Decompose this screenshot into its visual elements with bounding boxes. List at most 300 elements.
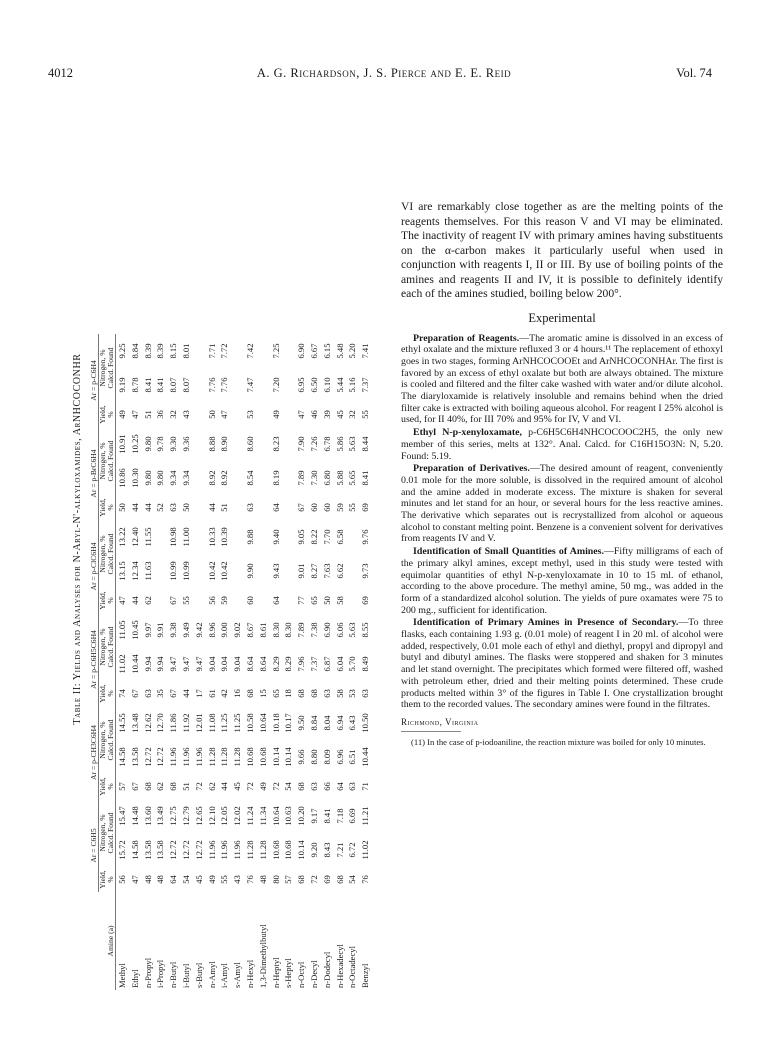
value-cell: 76: [360, 875, 371, 884]
xenyloxamate-text: p-C6H5C6H4NHCOCOOC2H5, the only new member of this series, melts at 132°. Anal. Calcd. for C16H15O3N: N, 5.20. Found: 5.19.: [401, 427, 723, 462]
value-cell: 8.84: [129, 343, 140, 359]
value-cell: 8.67: [244, 622, 255, 638]
value-cell: 35: [155, 689, 166, 698]
value-cell: 44: [142, 503, 153, 512]
value-cell: 5.86: [334, 436, 345, 452]
yields-table: [90, 334, 372, 990]
value-cell: [282, 520, 295, 554]
group-header: Ar = C6H5: [90, 799, 98, 892]
value-cell: 56: [206, 596, 217, 605]
amine-column-header: Amine (a): [90, 892, 115, 990]
value-cell: 8.41: [155, 377, 166, 393]
value-cell: 8.22: [308, 529, 319, 545]
value-cell: 45: [193, 875, 204, 884]
amine-cell: n-Amyl: [206, 961, 217, 988]
value-cell: 10.42: [206, 561, 217, 581]
value-cell: 11.86: [168, 713, 179, 733]
value-cell: 9.01: [296, 563, 307, 579]
found-label: Found: [105, 812, 115, 832]
value-cell: 62: [142, 596, 153, 605]
value-cell: 8.64: [257, 656, 268, 672]
value-cell: 13.15: [117, 561, 127, 581]
table-row: [167, 334, 180, 990]
group-header: Ar = p-C6H4: [90, 334, 98, 427]
value-cell: 9.94: [142, 656, 153, 672]
value-cell: 67: [296, 503, 307, 512]
value-cell: 43: [232, 875, 243, 884]
value-cell: [193, 495, 206, 520]
amine-cell: n-Hexyl: [244, 959, 255, 988]
amine-cell: i-Amyl: [219, 963, 230, 988]
value-cell: [231, 554, 244, 588]
nitrogen-label: Nitrogen, %: [97, 442, 107, 480]
value-cell: [346, 588, 359, 613]
value-cell: [346, 554, 359, 588]
value-cell: 9.34: [180, 470, 191, 486]
value-cell: 44: [129, 596, 140, 605]
value-cell: 10.30: [129, 468, 140, 488]
value-cell: 67: [129, 689, 140, 698]
amine-cell: n-Octadecyl: [347, 946, 358, 988]
value-cell: 8.64: [244, 656, 255, 672]
yield-header: Yield, %: [98, 495, 115, 520]
value-cell: 5.63: [347, 622, 358, 638]
value-cell: 10.44: [360, 747, 371, 767]
value-cell: 10.99: [180, 561, 191, 581]
value-cell: 80: [270, 875, 281, 884]
value-cell: 8.15: [168, 343, 179, 359]
value-cell: 12.72: [180, 840, 191, 860]
value-cell: 11.28: [232, 747, 243, 767]
value-cell: [257, 427, 270, 461]
value-cell: 55: [347, 503, 358, 512]
value-cell: 49: [270, 410, 281, 419]
value-cell: 14.55: [117, 713, 127, 733]
value-cell: [193, 368, 206, 402]
value-cell: [193, 427, 206, 461]
value-cell: 7.18: [334, 808, 345, 824]
value-cell: 7.21: [334, 842, 345, 858]
table-row: [180, 334, 193, 990]
table-row: [142, 334, 155, 990]
value-cell: 8.84: [308, 715, 319, 731]
value-cell: 48: [257, 875, 268, 884]
calcd-label: Calcd.: [105, 461, 115, 482]
text-column: [401, 200, 723, 748]
table-caption: Table II: Yields and Analyses for N-Aryl-N'-alkyloxamides, ArNHCOCONHR: [72, 353, 83, 725]
value-cell: [282, 588, 295, 613]
value-cell: 6.90: [321, 622, 332, 638]
value-cell: 6.95: [296, 377, 307, 393]
table-row: [231, 334, 244, 990]
value-cell: 14.58: [117, 747, 127, 767]
value-cell: 12.62: [142, 713, 153, 733]
value-cell: 10.50: [360, 713, 371, 733]
value-cell: 64: [270, 503, 281, 512]
value-cell: 69: [321, 875, 332, 884]
value-cell: 11.34: [257, 806, 268, 826]
place-line: Richmond, Virginia: [401, 717, 479, 727]
value-cell: 8.92: [206, 470, 217, 486]
value-cell: 63: [308, 782, 319, 791]
value-cell: [154, 588, 167, 613]
value-cell: 10.44: [129, 654, 140, 674]
value-cell: 13.58: [142, 840, 153, 860]
value-cell: 8.39: [142, 343, 153, 359]
value-cell: 7.47: [244, 377, 255, 393]
value-cell: 46: [308, 410, 319, 419]
value-cell: 54: [283, 782, 294, 791]
experimental-heading: Experimental: [528, 310, 596, 325]
value-cell: 9.76: [360, 529, 371, 545]
value-cell: 6.72: [347, 842, 358, 858]
value-cell: 11.02: [360, 840, 371, 860]
value-cell: 55: [180, 596, 191, 605]
value-cell: 76: [244, 875, 255, 884]
calcd-label: Calcd.: [105, 833, 115, 854]
value-cell: 68: [334, 875, 345, 884]
amine-cell: i-Propyl: [155, 959, 166, 988]
value-cell: 11.92: [180, 713, 191, 733]
value-cell: 63: [168, 503, 179, 512]
found-label: Found: [105, 533, 115, 553]
value-cell: [282, 554, 295, 588]
value-cell: 36: [155, 410, 166, 419]
value-cell: 68: [244, 689, 255, 698]
value-cell: [231, 334, 244, 368]
value-cell: [282, 334, 295, 368]
value-cell: 11.24: [244, 806, 255, 826]
value-cell: 59: [334, 503, 345, 512]
value-cell: [257, 554, 270, 588]
value-cell: 13.48: [129, 713, 140, 733]
value-cell: 45: [334, 410, 345, 419]
value-cell: 11.96: [219, 840, 230, 860]
value-cell: 77: [296, 596, 307, 605]
value-cell: 9.34: [168, 470, 179, 486]
value-cell: 48: [142, 875, 153, 884]
amine-cell: Methyl: [117, 963, 127, 988]
footnote: (11) In the case of p-iodoaniline, the reaction mixture was boiled for only 10 minutes.: [411, 737, 706, 747]
value-cell: 11.08: [206, 713, 217, 733]
value-cell: 10.33: [206, 527, 217, 547]
nitrogen-header: [98, 706, 115, 774]
value-cell: 64: [168, 875, 179, 884]
value-cell: 6.43: [347, 715, 358, 731]
value-cell: 9.40: [270, 529, 281, 545]
value-cell: 7.37: [308, 656, 319, 672]
value-cell: [257, 588, 270, 613]
value-cell: 60: [308, 503, 319, 512]
value-cell: 8.60: [244, 436, 255, 452]
table-row: [359, 334, 372, 990]
amine-cell: n-Dodecyl: [321, 951, 332, 988]
value-cell: 12.75: [168, 806, 179, 826]
derivatives-heading: Preparation of Derivatives.: [413, 463, 530, 475]
value-cell: 61: [206, 689, 217, 698]
value-cell: 9.80: [155, 470, 166, 486]
value-cell: 11.28: [206, 747, 217, 767]
small-quantities-heading: Identification of Small Quantities of Amines.: [413, 546, 604, 558]
value-cell: 9.30: [168, 436, 179, 452]
value-cell: 60: [321, 503, 332, 512]
value-cell: 13.49: [155, 806, 166, 826]
value-cell: 7.89: [296, 470, 307, 486]
value-cell: 62: [206, 782, 217, 791]
value-cell: 7.37: [360, 377, 371, 393]
value-cell: 9.47: [193, 656, 204, 672]
amine-cell: s-Amyl: [232, 962, 243, 988]
value-cell: 54: [180, 875, 191, 884]
value-cell: 6.62: [334, 563, 345, 579]
value-cell: 12.05: [219, 806, 230, 826]
value-cell: 11.28: [257, 840, 268, 860]
value-cell: 10.45: [129, 620, 140, 640]
value-cell: 9.25: [117, 343, 127, 359]
value-cell: 12.65: [193, 806, 204, 826]
value-cell: 10.86: [117, 468, 127, 488]
value-cell: 12.40: [129, 527, 140, 547]
value-cell: 9.73: [360, 563, 371, 579]
value-cell: 51: [180, 782, 191, 791]
value-cell: 10.14: [283, 747, 294, 767]
value-cell: 60: [244, 596, 255, 605]
value-cell: 8.49: [360, 656, 371, 672]
value-cell: 49: [257, 782, 268, 791]
value-cell: 49: [206, 875, 217, 884]
value-cell: 53: [244, 410, 255, 419]
small-quantities-text: —Fifty milligrams of each of the primary alkyl amines, except methyl, used in this study were tested with equimolar quantities of ethyl N-p-xenyloxamate in 10 to 15 ml. of ethanol, according to the above procedure. The methyl amine, 50 mg., was added in the form of a standardized alcohol solution. The yields of pure oxamates were 75 to 200 mg., sufficient for identification.: [401, 546, 723, 616]
value-cell: 68: [142, 782, 153, 791]
value-cell: 43: [180, 410, 191, 419]
value-cell: 9.80: [142, 436, 153, 452]
value-cell: 11.28: [244, 840, 255, 860]
value-cell: 64: [334, 782, 345, 791]
calcd-label: Calcd.: [105, 740, 115, 761]
value-cell: 9.38: [168, 622, 179, 638]
value-cell: 68: [168, 782, 179, 791]
value-cell: 65: [308, 596, 319, 605]
value-cell: 6.96: [334, 749, 345, 765]
nitrogen-header: [98, 427, 115, 495]
page-number: 4012: [48, 66, 73, 80]
value-cell: 9.36: [180, 436, 191, 452]
value-cell: 68: [296, 782, 307, 791]
amine-cell: Benzyl: [360, 963, 371, 988]
value-cell: 7.25: [270, 343, 281, 359]
value-cell: [282, 368, 295, 402]
value-cell: 6.58: [334, 529, 345, 545]
value-cell: 8.54: [244, 470, 255, 486]
value-cell: 53: [347, 689, 358, 698]
value-cell: 6.51: [347, 749, 358, 765]
value-cell: 8.90: [219, 436, 230, 452]
value-cell: 63: [321, 689, 332, 698]
value-cell: 64: [270, 596, 281, 605]
value-cell: 16: [232, 689, 243, 698]
value-cell: 10.39: [219, 527, 230, 547]
value-cell: [154, 520, 167, 554]
value-cell: 8.29: [270, 656, 281, 672]
value-cell: 8.30: [283, 622, 294, 638]
value-cell: 47: [129, 875, 140, 884]
value-cell: 6.69: [347, 808, 358, 824]
value-cell: 11.55: [142, 527, 153, 547]
value-cell: 69: [360, 596, 371, 605]
paragraph-secondary: [401, 617, 723, 711]
paragraph-reagents: [401, 333, 723, 427]
value-cell: 8.78: [129, 377, 140, 393]
running-authors: A. G. Richardson, J. S. Pierce and E. E. Reid: [256, 66, 512, 80]
value-cell: [257, 495, 270, 520]
table-row: [308, 334, 321, 990]
value-cell: 8.04: [321, 715, 332, 731]
value-cell: 44: [206, 503, 217, 512]
value-cell: 12.72: [168, 840, 179, 860]
value-cell: 14.48: [129, 806, 140, 826]
value-cell: 6.87: [321, 656, 332, 672]
value-cell: 11.02: [117, 654, 127, 674]
value-cell: 67: [168, 689, 179, 698]
value-cell: 12.72: [155, 747, 166, 767]
value-cell: 55: [219, 875, 230, 884]
value-cell: 7.42: [244, 343, 255, 359]
group-header: Ar = p-ClC6H4: [90, 520, 98, 613]
reagents-text: —The aromatic amine is dissolved in an excess of ethyl oxalate and the mixture refluxed 3 or 4 hours.¹¹ The replacement of ethoxyl goes in two stages, forming ArNHCOCOOEt and ArNHCOCONHAr. The first is favored by an excess of ethyl oxalate but both are always obtained. The mixture is cooled and filtered and the filter cake washed with water and/or dilute alcohol. The diaryloxamide is relatively insoluble and remains behind when the dried filter cake is extracted with boiling aqueous alcohol. For reagent I 25% alcohol is used, for II 40%, for III 70% and 95% for IV, V and VI.: [401, 332, 724, 426]
value-cell: 10.68: [283, 840, 294, 860]
value-cell: 57: [283, 875, 294, 884]
value-cell: 6.50: [308, 377, 319, 393]
value-cell: 10.17: [283, 713, 294, 733]
yield-header: Yield, %: [98, 588, 115, 613]
nitrogen-header: [98, 520, 115, 588]
value-cell: 9.47: [168, 656, 179, 672]
value-cell: 6.06: [334, 622, 345, 638]
value-cell: [231, 368, 244, 402]
yields-table-rotated: [72, 88, 390, 990]
value-cell: 7.30: [308, 470, 319, 486]
value-cell: 63: [360, 689, 371, 698]
value-cell: 8.27: [308, 563, 319, 579]
value-cell: 68: [308, 689, 319, 698]
value-cell: 10.58: [244, 713, 255, 733]
value-cell: 10.63: [283, 806, 294, 826]
footnote-rule: [401, 731, 461, 732]
value-cell: 50: [117, 503, 127, 512]
value-cell: 13.58: [129, 747, 140, 767]
value-cell: 32: [347, 410, 358, 419]
value-cell: [193, 520, 206, 554]
value-cell: 62: [155, 782, 166, 791]
value-cell: 8.39: [155, 343, 166, 359]
value-cell: 10.68: [244, 747, 255, 767]
value-cell: 6.15: [321, 343, 332, 359]
value-cell: 11.21: [360, 806, 371, 826]
value-cell: 39: [321, 410, 332, 419]
yield-header: Yield, %: [98, 867, 115, 892]
value-cell: 8.88: [206, 436, 217, 452]
found-label: Found: [105, 347, 115, 367]
value-cell: [282, 427, 295, 461]
group-header: Ar = p-BrC6H4: [90, 427, 98, 520]
value-cell: 50: [206, 410, 217, 419]
yield-header: Yield, %: [98, 402, 115, 427]
value-cell: 51: [142, 410, 153, 419]
value-cell: 47: [296, 410, 307, 419]
table-row: [321, 334, 334, 990]
value-cell: 71: [360, 782, 371, 791]
value-cell: 9.50: [296, 715, 307, 731]
value-cell: [257, 368, 270, 402]
paragraph-small-quantities: [401, 546, 723, 616]
amine-cell: n-Hexadecyl: [334, 944, 345, 988]
paragraph-xenyloxamate: [401, 427, 723, 462]
amine-cell: Ethyl: [129, 969, 140, 988]
value-cell: 11.05: [117, 620, 127, 640]
value-cell: [193, 588, 206, 613]
nitrogen-label: Nitrogen, %: [97, 535, 107, 573]
value-cell: 9.90: [244, 563, 255, 579]
value-cell: 11.96: [232, 840, 243, 860]
value-cell: 10.98: [168, 527, 179, 547]
value-cell: 9.19: [117, 377, 127, 393]
value-cell: 6.04: [334, 656, 345, 672]
value-cell: 54: [347, 875, 358, 884]
value-cell: 12.70: [155, 713, 166, 733]
value-cell: 17: [193, 689, 204, 698]
value-cell: [257, 520, 270, 554]
page-header: [0, 66, 768, 86]
value-cell: 9.20: [308, 842, 319, 858]
value-cell: 8.07: [180, 377, 191, 393]
xenyloxamate-heading: Ethyl N-p-xenyloxamate,: [413, 427, 523, 439]
value-cell: 52: [155, 503, 166, 512]
amine-cell: 1,3-Dimethylbutyl: [257, 924, 268, 988]
value-cell: 11.63: [142, 561, 153, 581]
value-cell: 11.00: [180, 527, 191, 547]
value-cell: 11.96: [206, 840, 217, 860]
value-cell: 9.05: [296, 529, 307, 545]
value-cell: 9.88: [244, 529, 255, 545]
value-cell: 8.41: [321, 808, 332, 824]
nitrogen-label: Nitrogen, %: [97, 628, 107, 666]
value-cell: 9.91: [155, 622, 166, 638]
value-cell: 10.68: [257, 747, 268, 767]
value-cell: 11.25: [219, 713, 230, 733]
value-cell: 72: [244, 782, 255, 791]
value-cell: [231, 495, 244, 520]
value-cell: 47: [129, 410, 140, 419]
secondary-text: —To three flasks, each containing 1.93 g. (0.01 mole) of reagent I in 20 ml. of alcohol were added, respectively, 0.01 mole each of ethyl and diethyl, propyl and dipropyl and butyl and dibutyl amines. The flasks were stoppered and shaken for 3 minutes and let stand overnight. The precipitates which formed were filtered off, washed with petroleum ether, dried and their melting points determined. These crude products melted within 3° of the figures in Table I. One crystallization brought them to the recorded values. The secondary amines were found in the filtrates.: [401, 617, 724, 711]
value-cell: 10.64: [270, 806, 281, 826]
value-cell: [231, 588, 244, 613]
value-cell: 58: [334, 596, 345, 605]
paragraph-derivatives: [401, 463, 723, 545]
value-cell: 10.14: [296, 840, 307, 860]
value-cell: 15: [257, 689, 268, 698]
value-cell: [193, 461, 206, 495]
value-cell: [231, 461, 244, 495]
value-cell: 8.41: [360, 470, 371, 486]
value-cell: 11.96: [180, 747, 191, 767]
nitrogen-label: Nitrogen, %: [97, 814, 107, 852]
value-cell: 7.89: [296, 622, 307, 638]
value-cell: 9.80: [142, 470, 153, 486]
value-cell: 8.23: [270, 436, 281, 452]
value-cell: 9.97: [142, 622, 153, 638]
value-cell: 9.66: [296, 749, 307, 765]
value-cell: 8.96: [206, 622, 217, 638]
